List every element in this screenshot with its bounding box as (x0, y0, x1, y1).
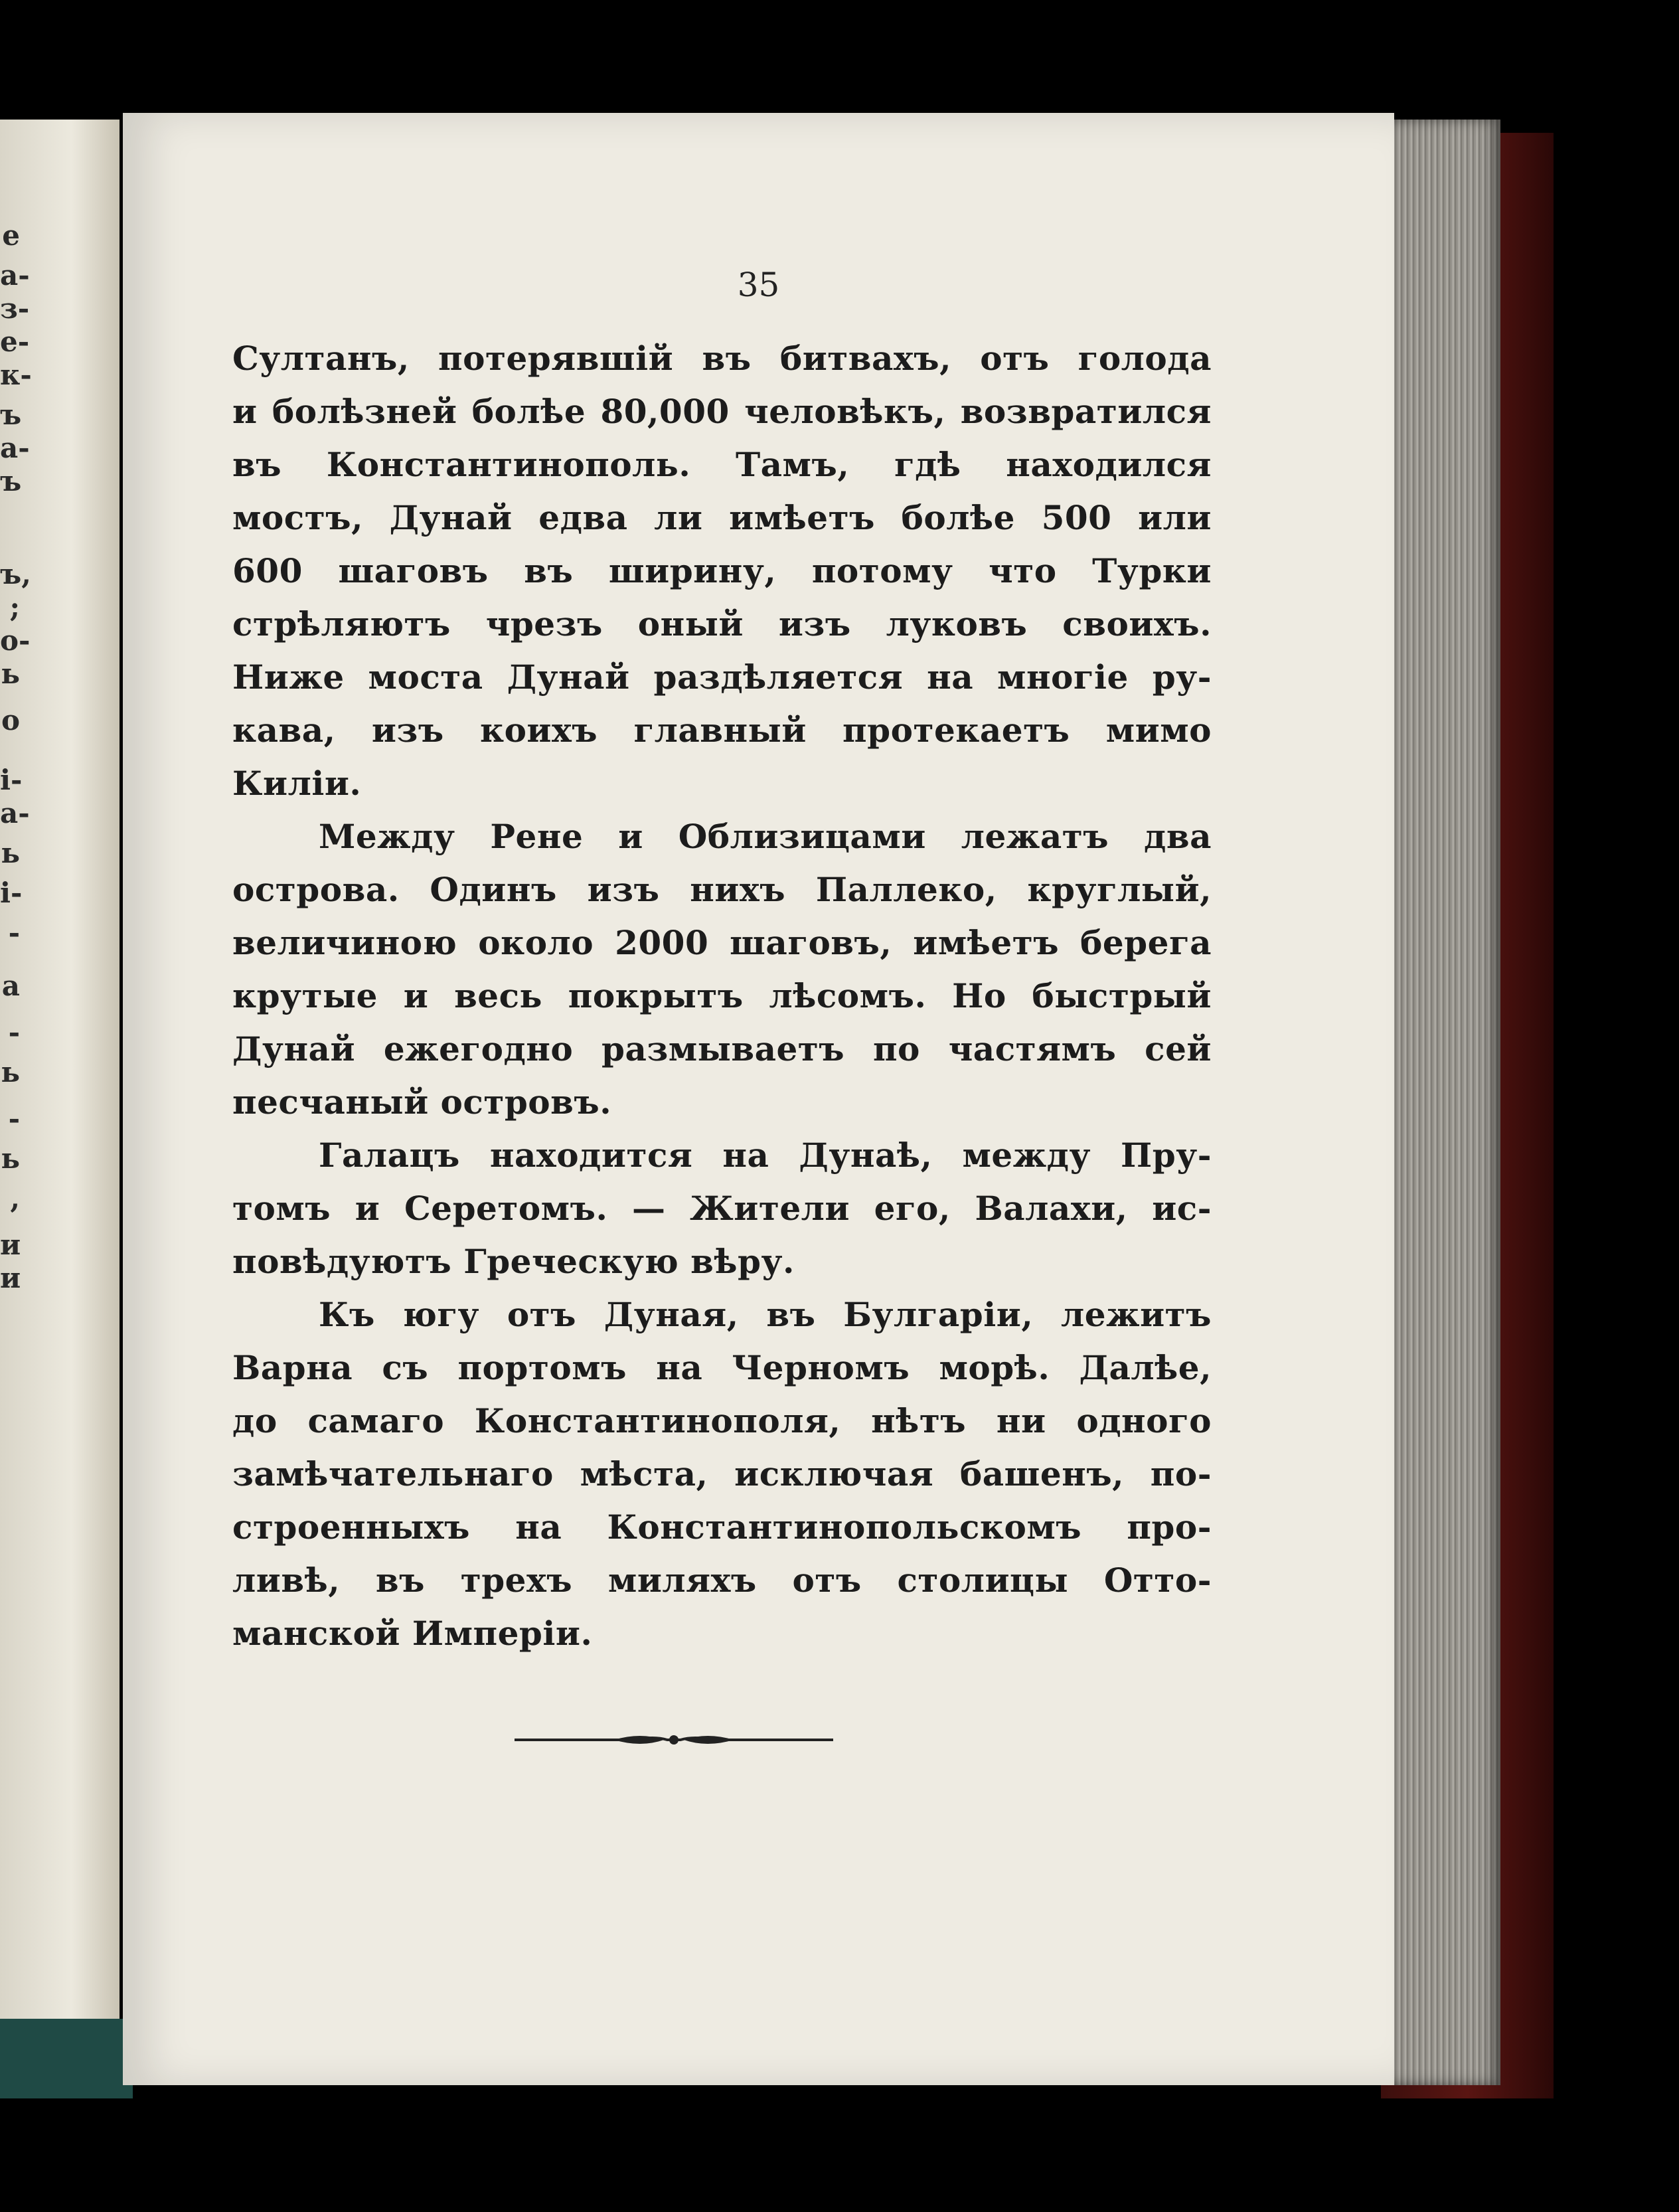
left-page-fragment: ь (1, 1056, 20, 1088)
text-line: Дунай ежегодно размываетъ по частямъ сей (232, 1029, 1212, 1068)
left-cover-corner (0, 2019, 133, 2098)
text-line: томъ и Серетомъ. — Жители его, Валахи, ис- (232, 1189, 1212, 1228)
book-page (123, 113, 1394, 2085)
text-line: Къ югу отъ Дуная, въ Булгаріи, лежитъ (319, 1295, 1212, 1334)
left-page-fragment: ь (1, 1142, 20, 1175)
text-line: и болѣзней болѣе 80,000 человѣкъ, возвратился (232, 392, 1212, 431)
text-line: въ Константинополь. Тамъ, гдѣ находился (232, 445, 1212, 484)
left-page-fragment: о (1, 704, 20, 736)
left-page-fragment: - (8, 1016, 20, 1049)
left-page-fragment: и (0, 1262, 21, 1294)
left-page-fragment: о- (0, 624, 31, 657)
left-page-fragment: ; (9, 591, 20, 624)
text-line: ливѣ, въ трехъ миляхъ отъ столицы Отто- (232, 1561, 1212, 1600)
page-number: 35 (737, 266, 780, 304)
text-line: Султанъ, потерявшій въ битвахъ, отъ голода (232, 339, 1212, 378)
ornament-divider (515, 1727, 833, 1753)
text-line: кава, изъ коихъ главный протекаетъ мимо (232, 711, 1212, 750)
text-line: манской Имперіи. (232, 1614, 593, 1653)
left-page-edge (0, 120, 120, 2085)
text-line: Галацъ находится на Дунаѣ, между Пру- (319, 1136, 1212, 1175)
left-page-fragment: і- (0, 877, 23, 909)
left-page-fragment: , (10, 1182, 20, 1215)
text-line: замѣчательнаго мѣста, исключая башенъ, по- (232, 1454, 1212, 1493)
left-page-fragment: е- (0, 325, 30, 358)
left-page-fragment: - (8, 1102, 20, 1135)
text-line: величиною около 2000 шаговъ, имѣетъ берега (232, 923, 1212, 962)
text-line: Ниже моста Дунай раздѣляется на многіе ру- (232, 657, 1212, 697)
left-page-fragment: ъ (0, 398, 22, 431)
text-line: повѣдуютъ Греческую вѣру. (232, 1242, 795, 1281)
text-line: Варна съ портомъ на Черномъ морѣ. Далѣе, (232, 1348, 1212, 1387)
left-page-fragment: а- (0, 797, 30, 829)
left-page-fragment: к- (0, 359, 32, 391)
left-page-fragment: ь (1, 837, 20, 869)
text-line: острова. Одинъ изъ нихъ Паллеко, круглый, (232, 870, 1212, 909)
left-page-fragment: а (1, 970, 20, 1002)
left-page-fragment: а- (0, 259, 30, 292)
left-page-fragment: а- (0, 432, 30, 464)
text-line: строенныхъ на Константинопольскомъ про- (232, 1507, 1212, 1547)
left-page-fragment: з- (0, 292, 30, 325)
text-line: Между Рене и Облизицами лежатъ два (319, 817, 1212, 856)
left-page-fragment: ь (1, 657, 20, 690)
text-line: 600 шаговъ въ ширину, потому что Турки (232, 551, 1212, 590)
page-text (232, 332, 1212, 1660)
left-page-fragment: е (2, 219, 20, 252)
text-line: до самаго Константинополя, нѣтъ ни одного (232, 1401, 1212, 1440)
left-page-fragment: - (8, 916, 20, 949)
left-page-fragment: ъ, (0, 558, 31, 590)
left-page-fragment: и (0, 1229, 21, 1261)
text-line: стрѣляютъ чрезъ оный изъ луковъ своихъ. (232, 604, 1212, 643)
left-page-fragment: ъ (0, 465, 22, 497)
text-line: песчаный островъ. (232, 1082, 612, 1122)
left-page-fragment: і- (0, 764, 23, 796)
text-line: крутые и весь покрытъ лѣсомъ. Но быстрый (232, 976, 1212, 1015)
text-line: Киліи. (232, 764, 362, 803)
text-line: мостъ, Дунай едва ли имѣетъ болѣе 500 или (232, 498, 1212, 537)
